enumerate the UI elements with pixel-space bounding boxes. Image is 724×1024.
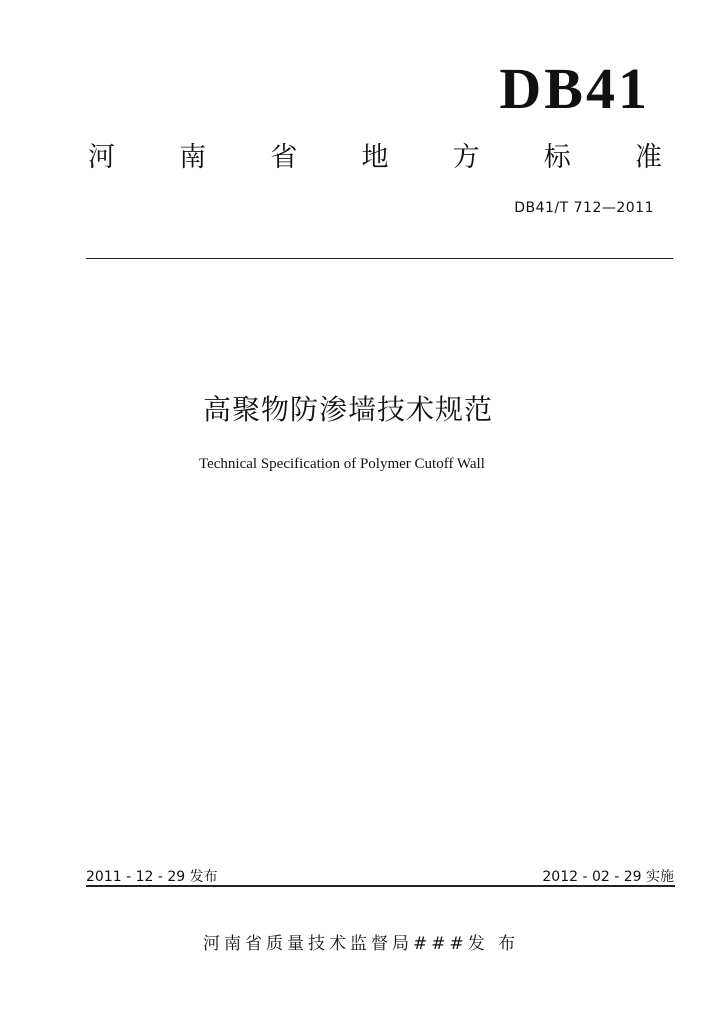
standard-type-char: 地 xyxy=(361,142,389,173)
standard-type-char: 南 xyxy=(179,142,207,173)
standard-type-char: 准 xyxy=(634,142,662,173)
implement-date: 2012 - 02 - 29 实施 xyxy=(542,869,674,885)
standard-type-heading xyxy=(88,141,662,175)
top-divider xyxy=(86,258,673,259)
title-chinese: 高聚物防渗墙技术规范 xyxy=(203,393,494,426)
date-row xyxy=(86,868,674,886)
standard-code-mark: DB41 xyxy=(499,56,650,121)
standard-type-char: 省 xyxy=(270,142,298,173)
standard-type-char: 方 xyxy=(452,142,480,173)
standard-type-char: 河 xyxy=(88,142,115,173)
title-english: Technical Specification of Polymer Cutoff Wall xyxy=(199,456,485,472)
standard-type-char: 标 xyxy=(543,142,571,173)
bottom-divider xyxy=(86,885,675,887)
standard-number: DB41/T 712—2011 xyxy=(514,200,654,216)
release-date: 2011 - 12 - 29 发布 xyxy=(86,869,218,885)
issuing-authority: 河南省质量技术监督局###发 布 xyxy=(203,934,520,954)
